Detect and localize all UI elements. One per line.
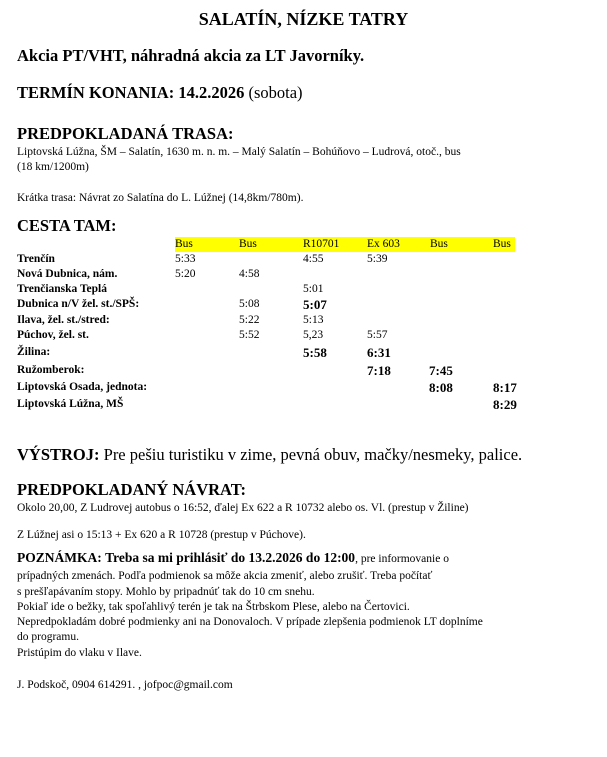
station: Liptovská Lúžna, MŠ — [17, 398, 124, 410]
poznamka-rest: , pre informovanie o — [355, 553, 449, 565]
subtitle: Akcia PT/VHT, náhradná akcia za LT Javorníky. — [17, 46, 365, 65]
time: 5,23 — [303, 329, 324, 341]
trasa-short: Krátka trasa: Návrat zo Salatína do L. Lúžnej (14,8km/780m). — [17, 192, 304, 204]
time: 4:55 — [303, 253, 324, 265]
timetable-header — [175, 237, 515, 252]
time: 8:29 — [493, 397, 517, 412]
contact: J. Podskoč, 0904 614291. , jofpoc@gmail.com — [17, 679, 233, 691]
station: Ilava, žel. st./stred: — [17, 314, 110, 326]
station: Trenčianska Teplá — [17, 283, 108, 295]
navrat-heading: PREDPOKLADANÝ NÁVRAT: — [17, 480, 247, 499]
time: 8:08 — [429, 380, 453, 395]
time: 5:07 — [303, 297, 327, 312]
station: Ružomberok: — [17, 364, 85, 376]
time: 6:31 — [367, 345, 391, 360]
time: 5:39 — [367, 253, 388, 265]
page-title: SALATÍN, NÍZKE TATRY — [198, 9, 409, 29]
station: Púchov, žel. st. — [17, 329, 89, 341]
col-header: Ex 603 — [367, 238, 400, 250]
time: 5:01 — [303, 283, 324, 295]
vystroj-text: Pre pešiu turistiku v zime, pevná obuv, mačky/nesmeky, palice. — [103, 445, 523, 464]
station: Nová Dubnica, nám. — [17, 268, 118, 280]
time: 5:57 — [367, 329, 388, 341]
poznamka-label: POZNÁMKA: — [17, 550, 102, 565]
station: Dubnica n/V žel. st./SPŠ: — [17, 298, 140, 310]
time: 5:13 — [303, 314, 324, 326]
vystroj — [17, 445, 522, 465]
poznamka-line: prípadných zmenách. Podľa podmienok sa môže akcia zmeniť, alebo zrušiť. Treba počítať — [17, 570, 433, 582]
time: 5:20 — [175, 268, 196, 280]
station: Žilina: — [17, 346, 51, 358]
time: 7:18 — [367, 363, 391, 378]
poznamka-first-line — [17, 550, 449, 566]
time: 5:33 — [175, 253, 196, 265]
poznamka-line: s prešľapávaním stopy. Mohlo by pripadnúť tak do 10 cm snehu. — [17, 586, 315, 598]
poznamka-line: Nepredpokladám dobré podmienky ani na Donovaloch. V prípade zlepšenia podmienok LT doplníme — [17, 616, 483, 628]
time: 5:22 — [239, 314, 260, 326]
col-header: Bus — [175, 238, 193, 250]
station: Liptovská Osada, jednota: — [17, 381, 148, 393]
termin — [17, 83, 303, 103]
trasa-line1: Liptovská Lúžna, ŠM – Salatín, 1630 m. n. m. – Malý Salatín – Bohúňovo – Ludrová, otoč., bus — [17, 146, 461, 158]
navrat-line1: Okolo 20,00, Z Ludrovej autobus o 16:52, ďalej Ex 622 a R 10732 alebo os. Vl. (prestup v Žiline) — [17, 502, 469, 514]
vystroj-label: VÝSTROJ: — [17, 445, 100, 464]
station: Trenčín — [17, 253, 55, 265]
col-header: R10701 — [303, 238, 340, 250]
col-header: Bus — [430, 238, 448, 250]
poznamka-line: Pokiaľ ide o bežky, tak spoľahlivý terén je tak na Štrbskom Plese, alebo na Čertovici. — [17, 601, 410, 613]
time: 7:45 — [429, 363, 453, 378]
termin-label: TERMÍN KONANIA: 14.2.2026 — [17, 83, 245, 102]
time: 5:08 — [239, 298, 260, 310]
time: 5:52 — [239, 329, 260, 341]
trasa-heading: PREDPOKLADANÁ TRASA: — [17, 124, 234, 143]
poznamka-line: Pristúpim do vlaku v Ilave. — [17, 647, 142, 659]
col-header: Bus — [493, 238, 511, 250]
navrat-line2: Z Lúžnej asi o 15:13 + Ex 620 a R 10728 (prestup v Púchove). — [17, 529, 306, 541]
poznamka-deadline: Treba sa mi prihlásiť do 13.2.2026 do 12:00 — [105, 550, 356, 565]
time: 8:17 — [493, 380, 517, 395]
termin-note: (sobota) — [248, 83, 303, 102]
time: 5:58 — [303, 345, 327, 360]
poznamka-line: do programu. — [17, 631, 79, 643]
trasa-line2: (18 km/1200m) — [17, 161, 89, 173]
time: 4:58 — [239, 268, 260, 280]
cesta-heading: CESTA TAM: — [17, 216, 117, 235]
col-header: Bus — [239, 238, 257, 250]
